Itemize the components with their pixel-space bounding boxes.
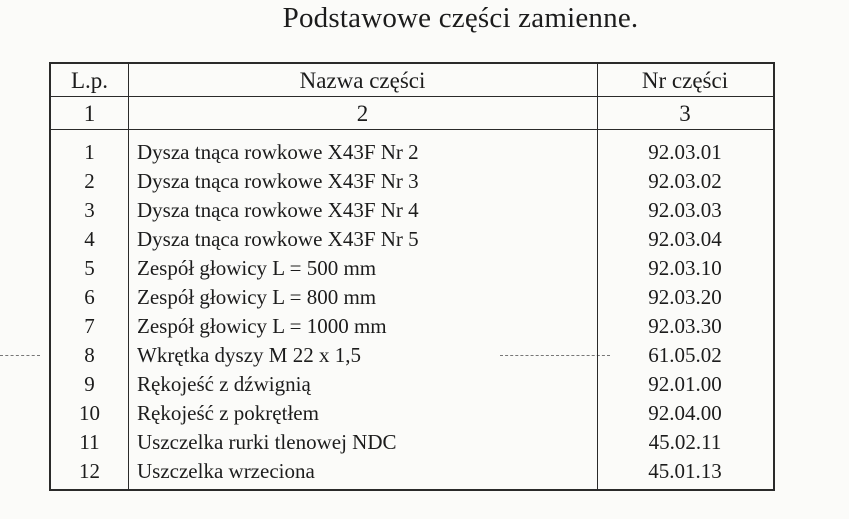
row-lp: 10 bbox=[79, 401, 100, 425]
row-part-number: 92.03.10 bbox=[648, 256, 722, 280]
header-part-number: Nr części bbox=[641, 68, 729, 93]
column-number-2: 2 bbox=[356, 101, 369, 126]
row-part-name: Uszczelka wrzeciona bbox=[137, 459, 315, 483]
column-number-3: 3 bbox=[679, 101, 691, 126]
row-lp: 5 bbox=[84, 256, 95, 280]
row-part-number: 45.01.13 bbox=[648, 459, 722, 483]
row-part-number: 92.03.30 bbox=[648, 314, 722, 338]
row-lp: 6 bbox=[84, 285, 95, 309]
row-part-name: Rękojeść z pokrętłem bbox=[137, 401, 319, 425]
row-part-name: Zespół głowicy L = 500 mm bbox=[137, 256, 377, 280]
row-part-name: Dysza tnąca rowkowe X43F Nr 3 bbox=[137, 169, 419, 193]
column-number-divider bbox=[51, 129, 773, 130]
row-lp: 4 bbox=[84, 227, 95, 251]
row-part-number: 92.03.01 bbox=[648, 140, 722, 164]
row-lp: 12 bbox=[79, 459, 100, 483]
scan-artifact-left bbox=[0, 355, 40, 356]
row-part-name: Rękojeść z dźwignią bbox=[137, 372, 311, 396]
row-part-name: Dysza tnąca rowkowe X43F Nr 5 bbox=[137, 227, 419, 251]
row-part-number: 92.03.20 bbox=[648, 285, 722, 309]
row-part-number: 45.02.11 bbox=[648, 430, 722, 454]
spare-parts-table bbox=[49, 62, 775, 491]
row-part-number: 92.03.02 bbox=[648, 169, 722, 193]
row-part-number: 92.04.00 bbox=[648, 401, 722, 425]
row-part-name: Wkrętka dyszy M 22 x 1,5 bbox=[137, 343, 361, 367]
row-lp: 1 bbox=[84, 140, 95, 164]
row-part-number: 92.03.04 bbox=[648, 227, 722, 251]
row-lp: 7 bbox=[84, 314, 95, 338]
column-number-1: 1 bbox=[83, 101, 96, 126]
row-part-name: Dysza tnąca rowkowe X43F Nr 2 bbox=[137, 140, 419, 164]
header-lp: L.p. bbox=[70, 68, 109, 93]
row-part-name: Zespół głowicy L = 1000 mm bbox=[137, 314, 387, 338]
row-part-name: Zespół głowicy L = 800 mm bbox=[137, 285, 377, 309]
header-divider bbox=[51, 96, 773, 97]
row-part-number: 92.03.03 bbox=[648, 198, 722, 222]
row-lp: 2 bbox=[84, 169, 95, 193]
row-lp: 11 bbox=[79, 430, 100, 454]
row-lp: 9 bbox=[84, 372, 95, 396]
row-part-number: 61.05.02 bbox=[648, 343, 722, 367]
header-part-name: Nazwa części bbox=[299, 68, 426, 93]
row-part-name: Uszczelka rurki tlenowej NDC bbox=[137, 430, 397, 454]
row-part-name: Dysza tnąca rowkowe X43F Nr 4 bbox=[137, 198, 419, 222]
row-lp: 8 bbox=[84, 343, 95, 367]
document-title: Podstawowe części zamienne. bbox=[282, 2, 639, 34]
row-lp: 3 bbox=[84, 198, 95, 222]
row-part-number: 92.01.00 bbox=[648, 372, 722, 396]
